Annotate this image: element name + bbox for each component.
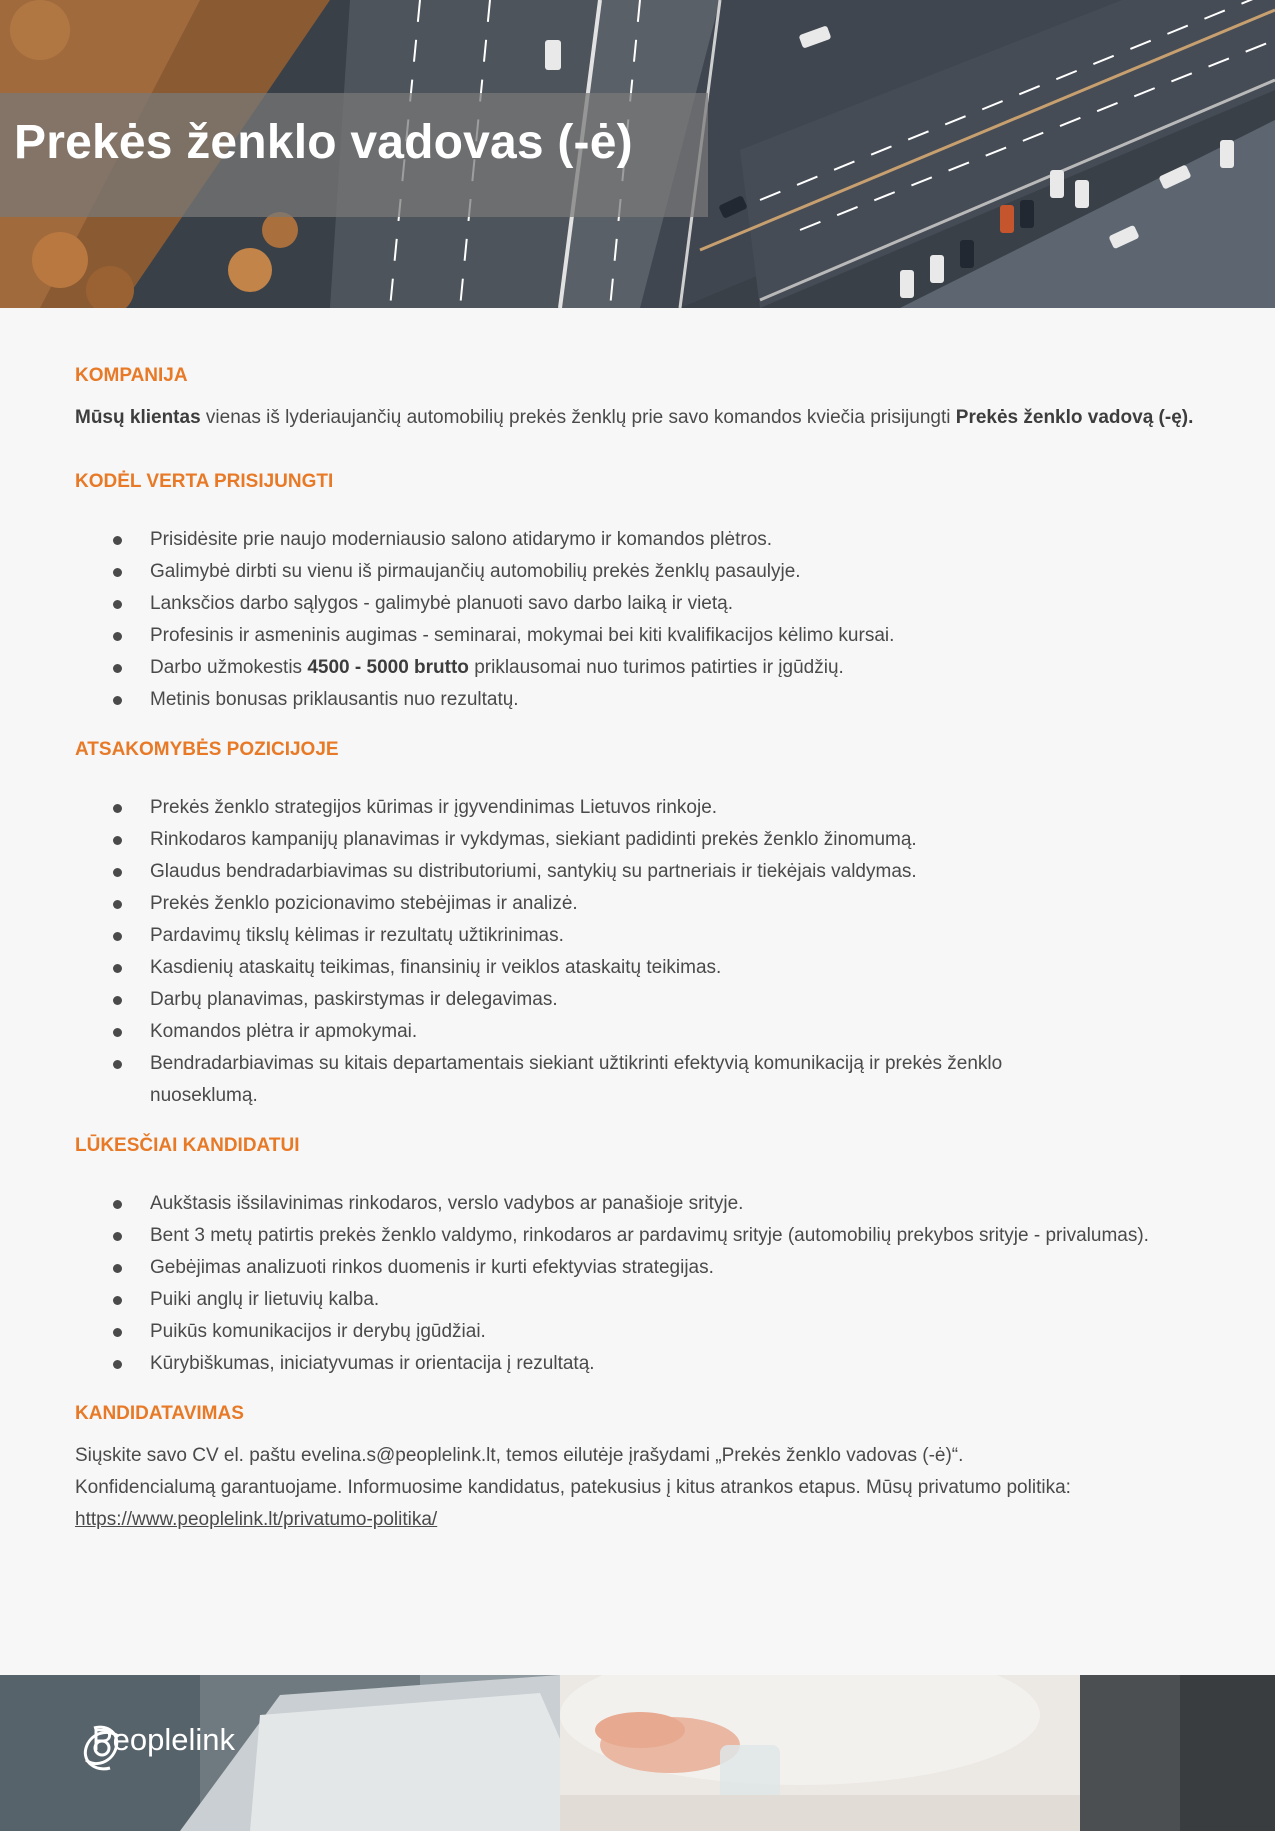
bullet-icon	[113, 964, 122, 973]
company-text-bold-1: Mūsų klientas	[75, 407, 201, 428]
list-item	[75, 524, 1201, 556]
bullet-icon	[113, 804, 122, 813]
section-title-why-join: KODĖL VERTA PRISIJUNGTI	[75, 471, 334, 492]
list-item	[75, 1316, 1201, 1348]
list-item	[75, 1016, 1201, 1048]
list-item	[75, 888, 1201, 920]
list-item-text: Bent 3 metų patirtis prekės ženklo valdymo, rinkodaros ar pardavimų srityje (automobilių prekybos srityje - privalumas).	[150, 1225, 1149, 1246]
bullet-icon	[113, 1328, 122, 1337]
apply-line-2: Konfidencialumą garantuojame. Informuosime kandidatus, patekusius į kitus atrankos etapus. Mūsų privatumo politika:	[75, 1477, 1071, 1498]
list-item-text: Lanksčios darbo sąlygos - galimybė planuoti savo darbo laiką ir vietą.	[150, 593, 733, 614]
header-banner	[0, 0, 1275, 308]
bullet-icon	[113, 1060, 122, 1069]
responsibilities-list	[75, 792, 1201, 1112]
bullet-icon	[113, 1028, 122, 1037]
company-text-body: vienas iš lyderiaujančių automobilių prekės ženklų prie savo komandos kviečia prisijungti	[200, 407, 956, 428]
bullet-icon	[113, 1264, 122, 1273]
list-item	[75, 1284, 1201, 1316]
bullet-icon	[113, 836, 122, 845]
salary-prefix: Darbo užmokestis	[150, 657, 308, 678]
salary-range: 4500 - 5000 brutto	[307, 657, 469, 678]
title-band	[0, 93, 708, 217]
bullet-icon	[113, 600, 122, 609]
bullet-icon	[113, 1360, 122, 1369]
list-item-text: Rinkodaros kampanijų planavimas ir vykdymas, siekiant padidinti prekės ženklo žinomumą.	[150, 829, 917, 850]
section-title-apply: KANDIDATAVIMAS	[75, 1403, 244, 1424]
section-title-company: KOMPANIJA	[75, 365, 188, 386]
list-item-text: Profesinis ir asmeninis augimas - seminarai, mokymai bei kiti kvalifikacijos kėlimo kursai.	[150, 625, 895, 646]
list-item	[75, 824, 1201, 856]
list-item-text: Bendradarbiavimas su kitais departamentais siekiant užtikrinti efektyvią komunikaciją ir prekės ženklo nuoseklumą.	[150, 1053, 1003, 1106]
list-item-text: Prekės ženklo pozicionavimo stebėjimas ir analizė.	[150, 893, 578, 914]
privacy-policy-link[interactable]: https://www.peoplelink.lt/privatumo-politika/	[75, 1509, 438, 1530]
list-item	[75, 1252, 1201, 1284]
list-item-text: Prekės ženklo strategijos kūrimas ir įgyvendinimas Lietuvos rinkoje.	[150, 797, 718, 818]
bullet-icon	[113, 1232, 122, 1241]
list-item-text: Puikūs komunikacijos ir derybų įgūdžiai.	[150, 1321, 486, 1342]
list-item	[75, 920, 1201, 952]
bullet-icon	[113, 664, 122, 673]
salary-suffix: priklausomai nuo turimos patirties ir įgūdžių.	[468, 657, 844, 678]
list-item	[75, 684, 1201, 716]
list-item-text: Prisidėsite prie naujo moderniausio salono atidarymo ir komandos plėtros.	[150, 529, 773, 550]
list-item	[75, 856, 1201, 888]
list-item-text: Gebėjimas analizuoti rinkos duomenis ir kurti efektyvias strategijas.	[150, 1257, 714, 1278]
bullet-icon	[113, 900, 122, 909]
list-item	[75, 792, 1201, 824]
bullet-icon	[113, 568, 122, 577]
list-item-text: Aukštasis išsilavinimas rinkodaros, verslo vadybos ar panašioje srityje.	[150, 1193, 744, 1214]
expectations-list	[75, 1188, 1201, 1380]
bullet-icon	[113, 1296, 122, 1305]
apply-line-1: Siųskite savo CV el. paštu evelina.s@peoplelink.lt, temos eilutėje įrašydami „Prekės ženklo vadovas (-ė)“.	[75, 1445, 964, 1466]
list-item-text: Kasdienių ataskaitų teikimas, finansinių ir veiklos ataskaitų teikimas.	[150, 957, 722, 978]
company-text	[75, 402, 1201, 434]
list-item	[75, 556, 1201, 588]
list-item	[75, 952, 1201, 984]
list-item-text: Galimybė dirbti su vienu iš pirmaujančių automobilių prekės ženklų pasaulyje.	[150, 561, 801, 582]
list-item-text: Darbų planavimas, paskirstymas ir delegavimas.	[150, 989, 558, 1010]
list-item-text: Metinis bonusas priklausantis nuo rezultatų.	[150, 689, 519, 710]
brand-name: Peoplelink	[92, 1722, 236, 1757]
list-item	[75, 1348, 1201, 1380]
list-item	[75, 1048, 1201, 1112]
list-item-text: Komandos plėtra ir apmokymai.	[150, 1021, 418, 1042]
peoplelink-logo-icon	[74, 1722, 130, 1774]
bullet-icon	[113, 536, 122, 545]
bullet-icon	[113, 996, 122, 1005]
bullet-icon	[113, 632, 122, 641]
bullet-icon	[113, 696, 122, 705]
brand-logo	[74, 1722, 235, 1758]
bullet-icon	[113, 1200, 122, 1209]
section-title-expectations: LŪKESČIAI KANDIDATUI	[75, 1135, 300, 1156]
why-join-list	[75, 524, 1201, 716]
bullet-icon	[113, 868, 122, 877]
list-item-text: Pardavimų tikslų kėlimas ir rezultatų užtikrinimas.	[150, 925, 564, 946]
list-item	[75, 1220, 1201, 1252]
list-item	[75, 1188, 1201, 1220]
section-title-responsibilities: ATSAKOMYBĖS POZICIJOJE	[75, 739, 339, 760]
list-item-text: Glaudus bendradarbiavimas su distributoriumi, santykių su partneriais ir tiekėjais valdymas.	[150, 861, 917, 882]
list-item-text: Kūrybiškumas, iniciatyvumas ir orientacija į rezultatą.	[150, 1353, 595, 1374]
list-item	[75, 984, 1201, 1016]
page-title: Prekės ženklo vadovas (-ė)	[14, 116, 633, 169]
bullet-icon	[113, 932, 122, 941]
list-item-text: Puiki anglų ir lietuvių kalba.	[150, 1289, 380, 1310]
list-item-salary	[75, 652, 1201, 684]
list-item	[75, 588, 1201, 620]
list-item	[75, 620, 1201, 652]
company-text-bold-2: Prekės ženklo vadovą (-ę).	[955, 407, 1194, 428]
footer-banner	[0, 1675, 1275, 1831]
job-description	[75, 360, 1201, 1536]
